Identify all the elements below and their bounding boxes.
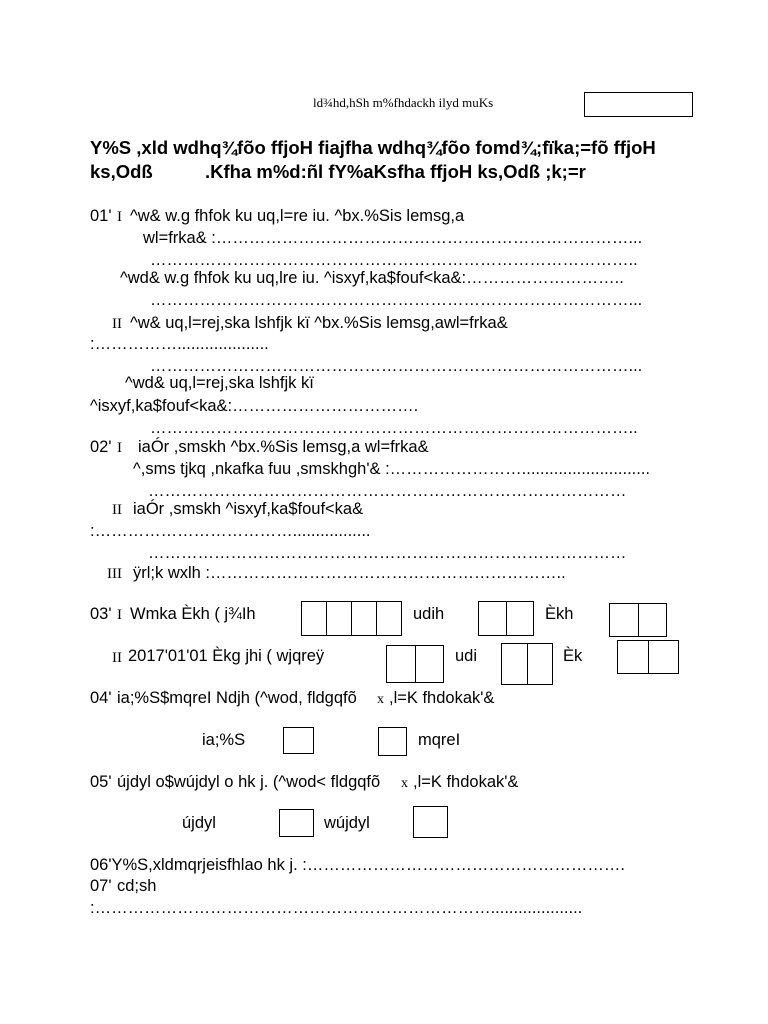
q1-i-b-label[interactable]: ^wd& w.g fhfok ku uq,lre iu. ^isxyf,ka$fouf<ka&:……………………….. (120, 269, 624, 287)
birth-day-label: Èkh (545, 605, 574, 623)
q5-label-b: ,l=K fhdokak'& (413, 773, 519, 791)
birth-month-boxes[interactable] (478, 601, 534, 636)
married-checkbox[interactable] (279, 809, 314, 837)
age-months-label: udi (455, 647, 478, 665)
q1-i-a-dots[interactable]: …………………………………………………………………………….. (150, 251, 638, 269)
age-label: 2017'01'01 Èkg jhi ( wjqreÿ (128, 647, 325, 665)
q1-i-marker: I (117, 209, 122, 225)
q5-label-a: újdyl o$wújdyl o hk j. (^wod< fldgqfõ (117, 773, 381, 791)
q2-i-field[interactable]: ^,sms tjkq ,nkafka fuu ,smskhgh'& :……………………............................ (133, 460, 651, 478)
q1-ii-b-dots[interactable]: …………………………………………………………………………….. (150, 419, 638, 437)
q3-ii-marker: II (112, 650, 122, 666)
q2-number: 02' (90, 438, 112, 456)
title-line-1: Y%S ,xld wdhq¾fõo ffjoH fiajfha wdhq¾fõo fomd¾;fïka;=fõ ffjoH (90, 137, 656, 158)
unmarried-label: wújdyl (324, 814, 370, 832)
q4-number: 04' (90, 689, 112, 707)
age-months-boxes[interactable] (501, 643, 553, 685)
q3-i-marker: I (117, 607, 122, 623)
reference-number-box[interactable] (584, 92, 693, 117)
birth-month-label: udih (413, 605, 445, 623)
nationality-field[interactable]: :……………………………………………………………….................... (90, 899, 583, 917)
nationality-label: cd;sh (117, 877, 157, 895)
q2-iii-marker: III (107, 566, 122, 582)
q2-ii-field[interactable]: :………………………………................. (90, 522, 371, 540)
q1-ii-a-field[interactable]: :…………….................... (90, 335, 269, 353)
age-years-boxes[interactable] (386, 645, 444, 683)
birth-date-label: Wmka Èkh ( j¾Ih (130, 605, 256, 623)
q2-ii-marker: II (112, 502, 122, 518)
q7-number: 07' (90, 877, 112, 895)
q1-i-a-field[interactable]: wl=frka& :…………………………………………………………………... (143, 229, 643, 247)
q1-ii-a-dots[interactable]: ……………………………………………………………………………... (150, 357, 643, 375)
birth-day-boxes[interactable] (609, 603, 667, 637)
age-days-boxes[interactable] (617, 640, 679, 674)
birth-year-boxes[interactable] (301, 601, 402, 636)
title-line-2a: ks,Odß (90, 161, 153, 182)
q2-ii-label: iaÓr ,smskh ^isxyf,ka$fouf<ka& (133, 500, 364, 518)
q1-ii-b-field[interactable]: ^isxyf,ka$fouf<ka&:……………………………. (90, 397, 419, 415)
q2-i-label: iaÓr ,smskh ^bx.%Sis lemsg,a wl=frka& (138, 438, 429, 456)
office-header: ld¾hd,hSh m%fhdackh ilyd muKs (313, 95, 494, 110)
q1-ii-a-label: ^w& uq,l=rej,ska lshfjk kï ^bx.%Sis lemsg,awl=frka& (130, 314, 508, 332)
q1-i-b-dots[interactable]: ……………………………………………………………………………... (150, 291, 643, 309)
female-label: ia;%S (202, 731, 246, 749)
phone-number-field[interactable]: ÿrl;k wxlh :……………………………………………………….. (133, 564, 566, 582)
q1-i-a-label: ^w& w.g fhfok ku uq,l=re iu. ^bx.%Sis lemsg,a (130, 207, 465, 225)
female-checkbox[interactable] (283, 727, 314, 754)
q2-ii-dots[interactable]: …………………………………………………………………………… (148, 544, 627, 562)
q2-i-marker: I (117, 440, 122, 456)
q5-x-mark: x (401, 776, 408, 791)
q4-label-b: ,l=K fhdokak'& (389, 689, 495, 707)
unmarried-checkbox[interactable] (413, 806, 448, 838)
q1-number: 01' (90, 207, 112, 225)
q3-number: 03' (90, 605, 112, 623)
q4-label-a: ia;%S$mqreI Ndjh (^wod, fldgqfõ (117, 689, 357, 707)
married-label: újdyl (182, 814, 216, 832)
q5-number: 05' (90, 773, 112, 791)
title-line-2b: .Kfha m%d:ñl fY%aKsfha ffjoH ks,Odß ;k;=r (205, 161, 586, 182)
male-checkbox[interactable] (378, 727, 407, 756)
q1-ii-marker: II (112, 316, 122, 332)
q2-i-dots[interactable]: …………………………………………………………………………… (148, 482, 627, 500)
male-label: mqreI (418, 731, 461, 749)
sri-lankan-citizen-field[interactable]: 06'Y%S,xldmqrjeisfhlao hk j. :…………………………………………………. (90, 856, 625, 874)
q4-x-mark: x (377, 692, 384, 707)
q1-ii-b-label: ^wd& uq,l=rej,ska lshfjk kï (125, 374, 314, 392)
age-days-label: Èk (563, 647, 583, 665)
